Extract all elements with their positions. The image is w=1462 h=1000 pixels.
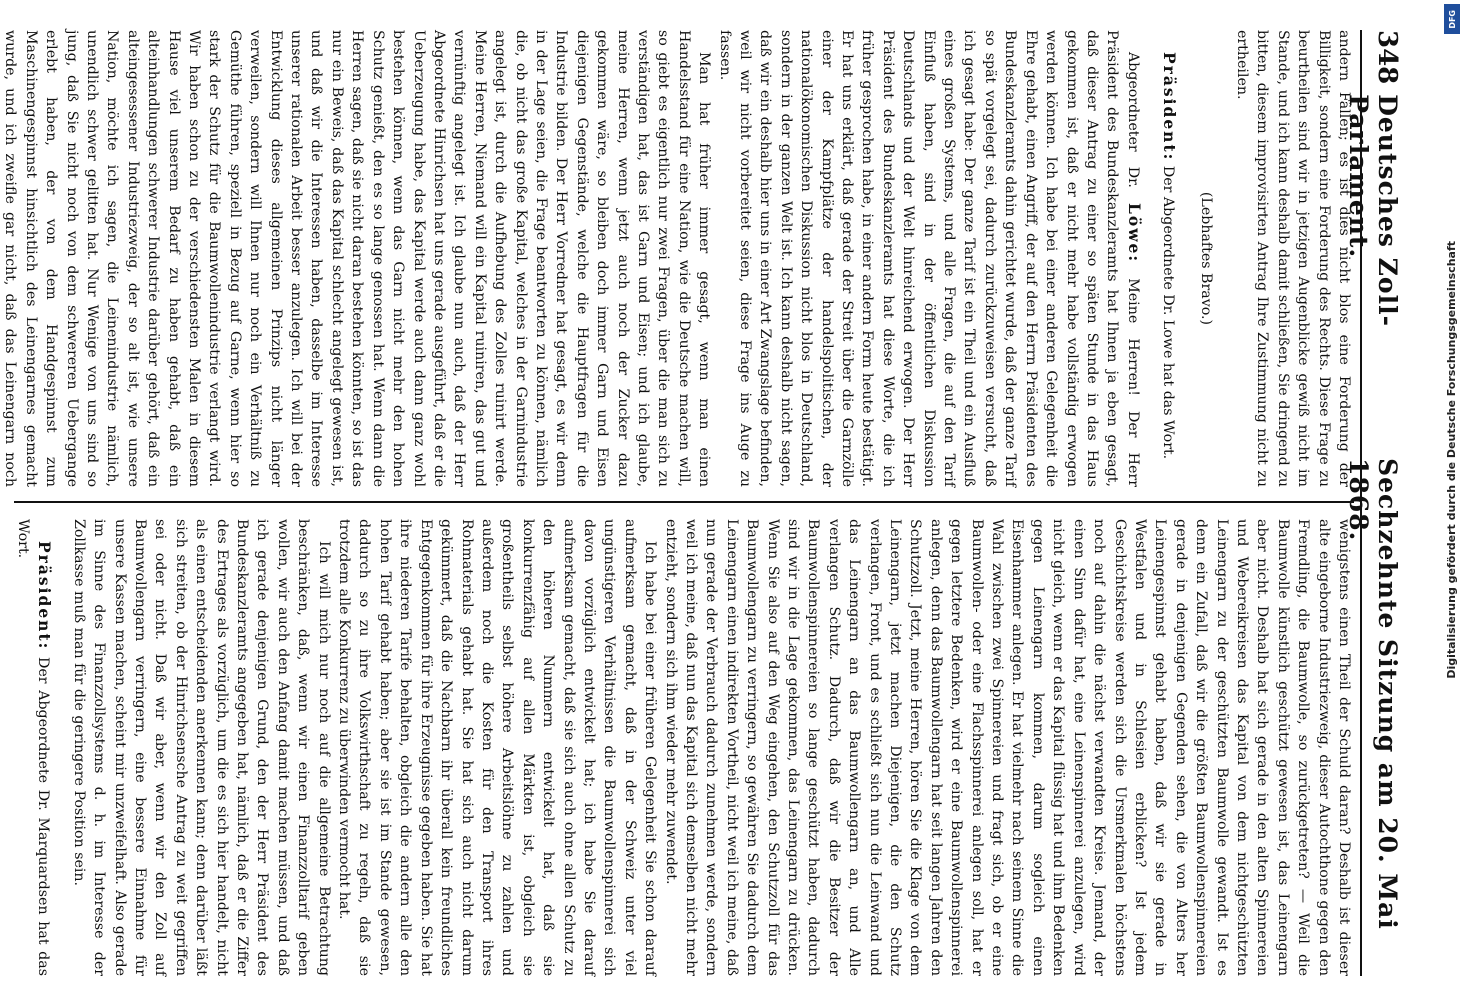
page-header [1344,30,1402,976]
dfg-logo: DFG [1444,4,1460,34]
session-title: Sechzehnte Sitzung am 20. Mai 1868. [1344,458,1402,930]
publication-title: Deutsches Zoll-Parlament. [1344,94,1402,327]
president-text: Der Abgeordnete Dr. Marquardsen hat das Wort. [15,519,52,976]
applause-note: (Lebhaftes Bravo.) [1197,191,1214,326]
speech-paragraph [714,30,1144,487]
paragraph: andern Fällen; es ist dies nicht blos eine Forderung der Billigkeit, sondern eine Forderung des Rechts. Diese Frage zu beurtheilen sind wir in jetzigen Augenblicke gewiß nicht im Stande, und ich kann deshalb damit schließen, Sie dringend zu bitten, diesem improvisirten Antrag Ihre Zustimmung nicht zu ertheilen. [1233,30,1352,487]
president-text: Der Abgeordnete Dr. Lowe hat das Wort. [1160,165,1177,460]
president-label: Präsident: [1160,52,1180,162]
speaker-name: Löwe: [1124,202,1144,264]
speaker-intro: Abgeordneter Dr. [1124,52,1141,188]
paragraph: Ich habe bei einer früheren Gelegenheit Sie schon darauf aufmerksam gemacht, daß in der Schweiz unter viel ungünstigeren Verhältnissen die Baumwollenspinnerei sich davon vorzüglich entwickelt hat; ich habe Sie darauf aufmerksam gemacht, daß sie sich auch ohne allen Schutz zu den höheren Nummern entwickelt hat, daß sie konkurrenzfähig auf allen Märkten ist, obgleich sie großentheils selbst höhere Arbeitslöhne zu zahlen und außerdem noch die Kosten für den Transport ihres Rohmaterials gehabt hat. Sie hat sich auch nicht darum gekümmert, daß die Nachbarn ihr überall kein freundliches Entgegenkommen für ihre Erzeugnisse gegeben haben. Sie hat ihre niederen Tarife behalten, obgleich die andern alle den hohen Tarif gehabt haben; aber sie ist im Stande gewesen, dadurch so zu ihre Volkswirthschaft zu regeln, daß sie trotzdem alle Konkurrenz zu überwinden vermocht hat. [336,519,659,976]
digitization-credit [1442,10,1460,910]
president-label: Präsident: [35,541,55,651]
paragraph: wenigstens einen Theil der Schuld daran? Deshalb ist dieser alte eingeborne Industriezweig, dieser Autochthone gegen den Fremdling, die Baumwolle, so zurückgetreten? — Weil die Baumwolle künstlich geschützt gewesen ist, das Leinengarn aber nicht. Deshalb hat sich gerade in den alten Spinnereien und Webereikreisen das Kapital von dem nichtgeschützten Leinengarn zu der geschützten Baumwolle gewandt. Ist es denn ein Zufall, daß wir die größten Baumwollenspinnereien gerade in denjenigen Gegenden sehen, die von Alters her Leinengespinnst gehabt haben, daß wir sie gerade in Westfalen und in Schlesien erblicken? Ist jedem Geschichtskreise werden sich die Ursmerkmalen höchstens noch auf dahin die nächst verwandten Kreise. Jemand, der einen Sinn dafür hat, eine Leinenspinnerei anzulegen, wird nicht gleich, wenn er das Kapital flüssig hat und ihm Bedenken gegen Leinengarn kommen, darum sogleich einen Eisenhammer anlegen. Er hat vielmehr nach seinem Sinne die Wahl zwischen zwei Spinnereien und fragt sich, ob er eine Baumwollen- oder eine Flachsspinnerei anlegen soll, hat er gegen letztere Bedenken, wird er eine Baumwollenspinnerei anlegen, denn das Baumwollengarn hat seit langen Jahren den Schutzzoll. Jetzt, meine Herren, hören Sie die Klage von dem Leinengarn, jetzt machen Diejenigen, die den Schutz verlangen, Front, und es schließt sich nun die Leinwand und das Leinengarn an das Baumwollengarn an, und Alle verlangen Schutz. Dadurch, daß wir die Besitzer der Baumwollenspinnereien so lange geschützt haben, dadurch sind wir in die Lage gekommen, das Leinengarn zu drücken. Wenn Sie also auf den Weg eingehen, den Schutzzoll für das Baumwollengarn zu verringern, so gewähren Sie dadurch dem Leinengarn einen indirekten Vortheil, nicht weil ich meine, daß nun gerade der Verbrauch dadurch zunehmen werde, sondern weil ich meine, daß nun das Kapital sich demselben nicht mehr entzieht, sondern sich ihm wieder mehr zuwendet. [662,519,1352,976]
paragraph: Ich will mich nur noch auf die allgemeine Betrachtung beschränken, daß, wenn wir einen Finanzzolltarif geben wollen, wir auch den Anfang damit machen müssen, und daß ich gerade denjenigen Grund, den der Herr Präsident des Bundeskanzleramts angegeben hat, nämlich, daß er die Ziffer des Ertrages als vorzüglich, um die es sich hier handelt, nicht als einen entscheidenden anerkennen kann; denn darüber läßt sich streiten, ob der Hinrichsensche Antrag zu weit gegriffen sei oder nicht. Daß wir aber, wenn wir den Zoll auf Baumwollengarn verringern, eine bessere Einnahme für unsere Kassen machen, scheint mir unzweifelhaft. Also gerade im Sinne des Finanzzollsystems d. h. im Interesse der Zollkasse muß man für die geringere Position sein. [70,519,332,976]
page-number: 348 [1372,30,1402,85]
text-columns [2,30,1354,976]
left-column [2,30,1354,503]
right-column [14,503,1354,976]
president-statement [1158,30,1179,487]
president-statement [13,519,55,976]
digitization-credit-text: Digitalisierung gefördert durch die Deutsche Forschungsgemeinschaft [1444,241,1458,679]
speech-text: Meine Herren! Der Herr Präsident des Bundeskanzleramts hat Ihnen ja eben gesagt, daß dieser Antrag zu einer so späten Stunde in das Haus gekommen ist, daß er nicht mehr habe vollständig erwogen werden können. Ich habe bei einer anderen Gelegenheit die Ehre gehabt, einen Angriff, der auf den Herrn Präsidenten des Bundeskanzleramts dahin gerichtet wurde, daß der ganze Tarif so spät vorgelegt sei, dadurch zurückzuweisen versucht, daß ich gesagt habe: Der ganze Tarif ist ein Theil und ein Ausfluß eines großen Systems, und alle Fragen, die auf den Tarif Einfluß haben, sind in der öffentlichen Diskussion Deutschlands und der Welt hinreichend erwogen. Der Herr Präsident des Bundeskanzleramts hat diese Worte, die ich früher gesprochen habe, in einer andern Form heute bestätigt. Er hat uns erklärt, daß gerade der Streit über die Garnzölle einer der Kampfplätze der handelspolitischen, der nationalökonomischen Diskussion nicht blos in Deutschland, sondern in der ganzen Welt ist. Ich kann deshalb nicht sagen, daß wir ein deshalb hier uns in einer Art Zwangslage befinden, weil wir nicht vorbereitet seien, diese Frage ins Auge zu fassen. [716,30,1141,487]
paragraph: Man hat früher immer gesagt, wenn man einen Handelsstand für eine Nation, wie die Deutsche machen will, so giebt es eigentlich nur zwei Fragen, über die man sich zu verständigen hat, das ist Garn und Eisen; und ich glaube, meine Herren, wenn jetzt auch noch der Zucker dazu gekommen wäre, so bleiben doch immer Garn und Eisen diejenigen Gegenstände, welche die Hauptfragen für die Industrie bilden. Der Herr Vorredner hat gesagt, es wir denn in der Lage seien, die Frage beantworten zu können, nämlich die, ob nicht das große Kapital, welches in der Garnindustrie angelegt ist, durch die Aufhebung des Zolles ruinirt werde. Meine Herren, Niemand will ein Kapital ruiniren, das gut und vernünftig angelegt ist. Ich glaube nun auch, daß der Herr Abgeordnete Hinrichsen hat uns gerade ausgeführt, daß er die Ueberzeugung habe, das Kapital werde auch dann ganz wohl bestehen können, wenn das Garn nicht mehr den hohen Schutz genießt, den es so lange genossen hat. Wenn dann die Herren sagen, daß sie nicht daran bestehen könnten, so ist das nur ein Beweis, daß das Kapital schlecht angelegt gewesen ist, und daß wir die Interessen haben, dasselbe im Interesse unserer rationalen Arbeit besser anzulegen. Ich will bei der Entwicklung dieses allgemeinen Prinzips nicht länger verweilen, sondern will Ihnen nur noch ein Verhältniß zu Gemüthe führen, speziell in Bezug auf Garne, wenn hier so stark der Schutz für die Baumwollenindustrie verlangt wird. Wir haben schon zu der verschiedensten Malen in diesem Hause viel unserem Bedarf zu haben gehabt, daß ein alteinhandlungen schwerer Industrie darüber gehört, daß ein alteingesessener Industriezweig, der so alt ist, wie unsere Nation, möchte ich sagen, die Leinenindustrie nämlich, unendlich schwer gelitten hat. Nur Wenige von uns sind so jung, daß Sie nicht noch von dem schwereren Uebergange erlebt haben, der von dem Handgespinnst zum Maschinengespinnst hinsichtlich des Leinengarnes gemacht wurde, und ich zweifle gar nicht, daß das Leinengarn noch [2,30,713,487]
